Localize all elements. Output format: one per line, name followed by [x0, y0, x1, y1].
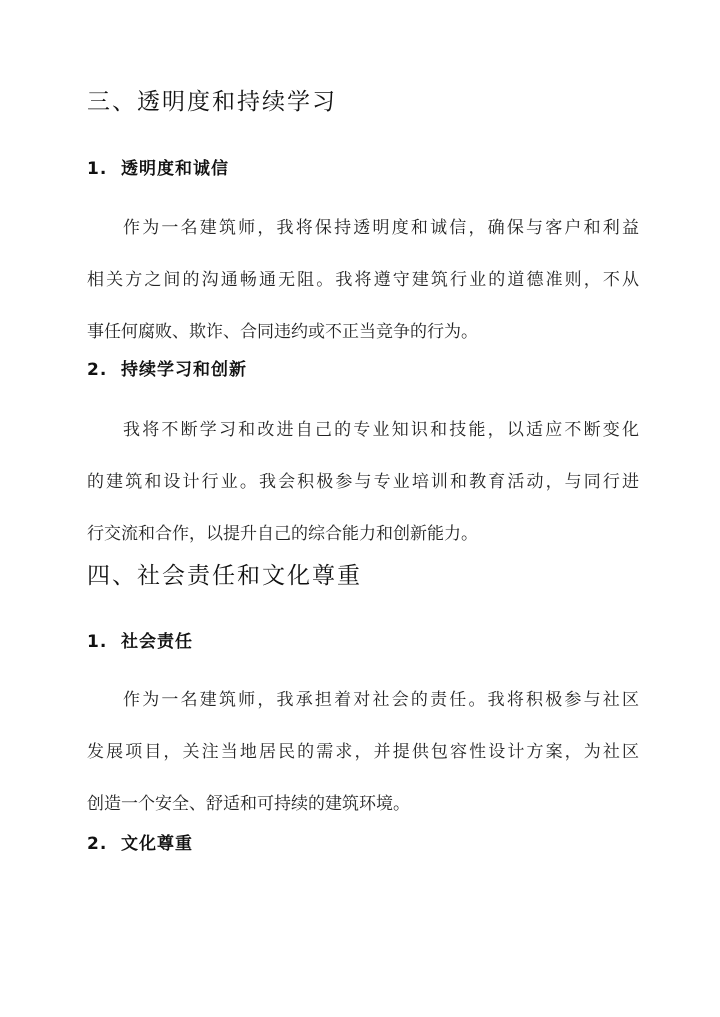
- paragraph-line: 作为一名建筑师，我承担着对社会的责任。我将积极参与社区: [123, 690, 639, 710]
- paragraph: [87, 202, 639, 358]
- subsection-number: 2.: [87, 834, 108, 854]
- paragraph: [87, 674, 639, 830]
- subsection-number: 2.: [87, 360, 108, 380]
- paragraph-line: 行交流和合作，以提升自己的综合能力和创新能力。: [87, 524, 478, 544]
- subsection-heading: [87, 832, 193, 856]
- paragraph-line: 相关方之间的沟通畅通无阻。我将遵守建筑行业的道德准则，不从: [87, 270, 639, 290]
- subsection-heading: [87, 157, 229, 181]
- section-heading: 三、透明度和持续学习: [87, 89, 337, 115]
- subsection-title: 持续学习和创新: [121, 360, 247, 380]
- paragraph-line: 发展项目，关注当地居民的需求，并提供包容性设计方案，为社区: [87, 742, 639, 762]
- paragraph-line: 事任何腐败、欺诈、合同违约或不正当竞争的行为。: [87, 322, 478, 342]
- subsection-heading: [87, 630, 193, 654]
- subsection-number: 1.: [87, 159, 108, 179]
- subsection-heading: [87, 358, 247, 382]
- subsection-title: 社会责任: [121, 632, 193, 652]
- paragraph-line: 的建筑和设计行业。我会积极参与专业培训和教育活动，与同行进: [87, 472, 639, 492]
- subsection-number: 1.: [87, 632, 108, 652]
- subsection-title: 透明度和诚信: [121, 159, 229, 179]
- paragraph-line: 我将不断学习和改进自己的专业知识和技能，以适应不断变化: [123, 420, 639, 440]
- paragraph: [87, 404, 639, 560]
- subsection-title: 文化尊重: [121, 834, 193, 854]
- section-heading: 四、社会责任和文化尊重: [87, 563, 362, 589]
- paragraph-line: 创造一个安全、舒适和可持续的建筑环境。: [87, 794, 410, 814]
- paragraph-line: 作为一名建筑师，我将保持透明度和诚信，确保与客户和利益: [123, 218, 639, 238]
